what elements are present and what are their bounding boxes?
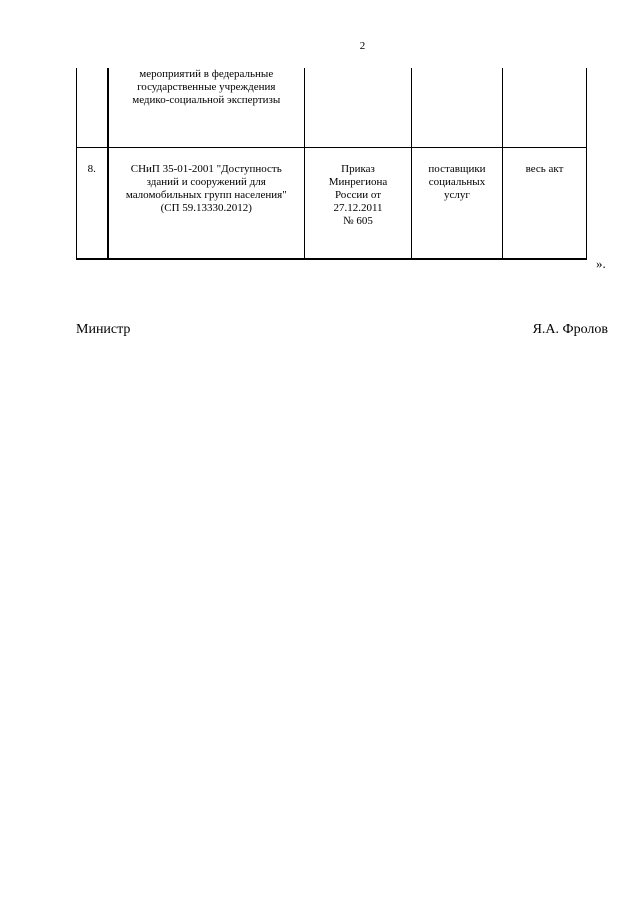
subjects-cell <box>412 148 503 260</box>
scope-cell <box>503 68 587 148</box>
act-name-line: СНиП 35-01-2001 "Доступность <box>130 163 282 175</box>
act-name-line: мероприятий в федеральные <box>139 68 274 80</box>
approving-act-cell <box>305 68 412 148</box>
approving-act-line: Минрегиона <box>328 176 388 188</box>
act-name-line: государственные учреждения <box>137 81 276 93</box>
page-number: 2 <box>359 40 366 52</box>
scope-cell: весь акт <box>503 148 587 260</box>
requirements-table <box>76 68 587 260</box>
signatory-name: Я.А. Фролов <box>532 322 608 337</box>
approving-act-line: 27.12.2011 <box>333 202 383 214</box>
table-row <box>77 68 587 148</box>
act-name-line: маломобильных групп населения" <box>125 189 287 201</box>
subjects-cell <box>412 68 503 148</box>
act-name-cell <box>108 148 305 260</box>
row-number-cell: 8. <box>77 148 108 260</box>
signatory-position: Министр <box>76 322 131 337</box>
approving-act-cell <box>305 148 412 260</box>
approving-act-line: России от <box>334 189 382 201</box>
act-name-line: медико-социальной экспертизы <box>132 94 281 106</box>
subjects-line: поставщики <box>428 163 486 175</box>
approving-act-line: Приказ <box>341 163 375 175</box>
act-name-line: (СП 59.13330.2012) <box>160 202 252 214</box>
approving-act-line: № 605 <box>343 215 373 227</box>
table-row <box>77 148 587 260</box>
subjects-line: услуг <box>444 189 470 201</box>
act-name-cell <box>108 68 305 148</box>
closing-quote: ». <box>596 256 606 271</box>
row-number-cell <box>77 68 108 148</box>
subjects-line: социальных <box>428 176 486 188</box>
act-name-line: зданий и сооружений для <box>146 176 266 188</box>
